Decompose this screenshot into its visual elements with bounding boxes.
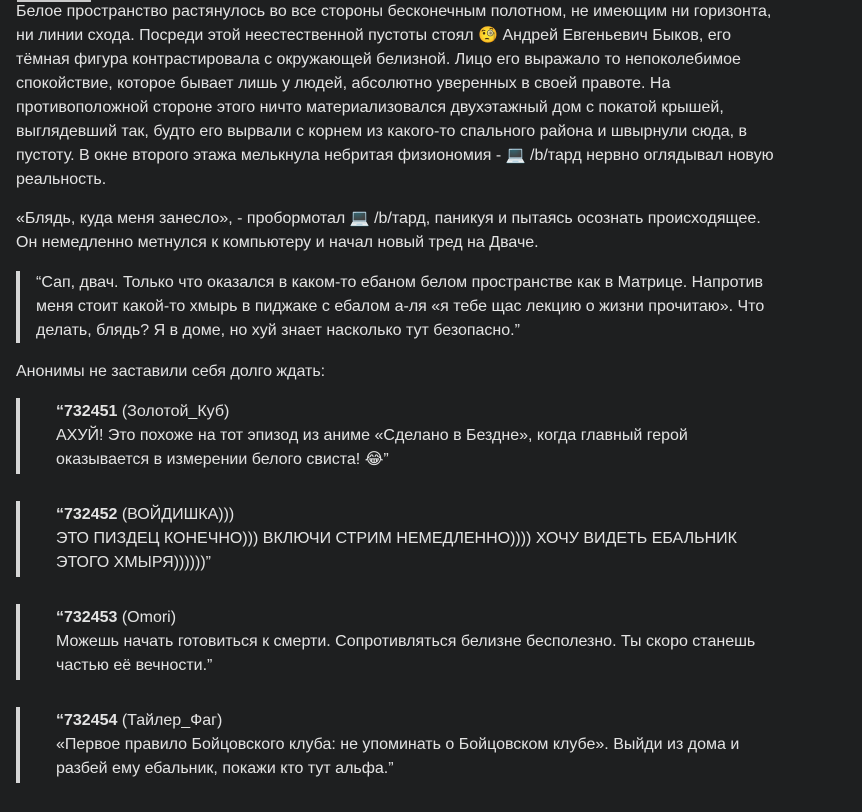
replies-list [16,398,776,783]
reply-id: “732452 [56,506,118,523]
story-content [16,0,776,810]
reply-text: ЭТО ПИЗДЕЦ КОНЕЧНО))) ВКЛЮЧИ СТРИМ НЕМЕДЛЕННО)))) ХОЧУ ВИДЕТЬ ЕБАЛЬНИК ЭТОГО ХМЫРЯ))))))” [56,530,737,571]
reply-author: (ВОЙДИШКА))) [117,506,235,523]
reply-732451 [16,398,776,474]
reply-732453 [16,604,776,680]
reply-text: АХУЙ! Это похоже на тот эпизод из аниме «Сделано в Бездне», когда главный герой оказывается в измерении белого свиста! 😂” [56,427,688,468]
reply-text: Можешь начать готовиться к смерти. Сопротивляться белизне бесполезно. Ты скоро станешь частью её вечности.” [56,633,756,674]
reply-header [56,709,776,733]
reply-author: (Золотой_Куб) [117,403,230,420]
reply-id: “732451 [56,403,118,420]
reply-header [56,400,776,424]
reply-text: «Первое правило Бойцовского клуба: не упоминать о Бойцовском клубе». Выйди из дома и разбей ему ебальник, покажи кто тут альфа.” [56,736,740,777]
story-paragraph-3: Анонимы не заставили себя долго ждать: [16,363,326,380]
reply-header [56,503,776,527]
reply-author: (Тайлер_Фаг) [117,712,223,729]
story-paragraph-1: Белое пространство растянулось во все стороны бесконечным полотном, не имеющим ни горизонта, ни линии схода. Посреди этой неестественной пустоты стоял 🧐 Андрей Евгеньевич Быков, его тёмная фигура контрастировала с окружающей белизной. Лицо его выражало то непоколебимое спокойствие, которое бывает лишь у людей, абсолютно уверенных в своей правоте. На противоположной стороне этого ничто материализовался двухэтажный дом с покатой крышей, выглядевший так, будто его вырвали с корнем из какого-то спального района и швырнули сюда, в пустоту. В окне второго этажа мелькнула небритая физиономия - 💻 /b/тард нервно оглядывал новую реальность. [16,3,774,188]
reply-header [56,606,776,630]
reply-732452 [16,501,776,577]
quote-text: “Сап, двач. Только что оказался в каком-то ебаном белом пространстве как в Матрице. Напротив меня стоит какой-то хмырь в пиджаке с ебалом а-ля «я тебе щас лекцию о жизни прочитаю». Что делать, блядь? Я в доме, но хуй знает насколько тут безопасно.” [36,274,765,339]
thread-opening-quote [16,271,776,343]
reply-732454 [16,707,776,783]
reply-id: “732453 [56,609,118,626]
reply-author: (Omori) [117,609,177,626]
reply-id: “732454 [56,712,118,729]
story-paragraph-2: «Блядь, куда меня занесло», - пробормотал 💻 /b/тард, паникуя и пытаясь осознать происходящее. Он немедленно метнулся к компьютеру и начал новый тред на Дваче. [16,210,761,251]
